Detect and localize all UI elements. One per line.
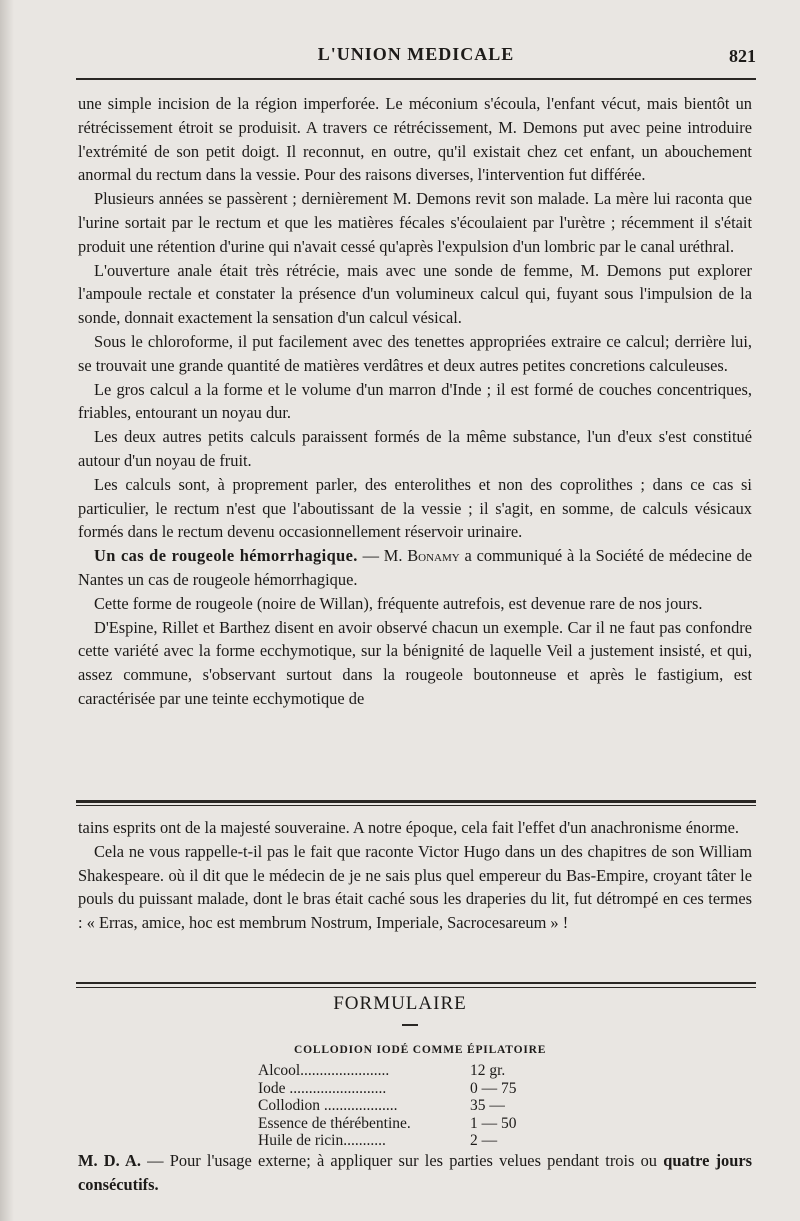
- ingredient-qty: 12 gr.: [470, 1062, 506, 1079]
- article-body: [78, 92, 752, 711]
- ingredient-name: Essence de thérébentine.: [258, 1114, 411, 1132]
- ingredient-name: Iode .........................: [258, 1079, 387, 1097]
- paragraph: Les calculs sont, à proprement parler, des enterolithes et non des coprolithes ; dans ce cas si particulier, le rectum n'est que l'aboutissant de la vessie ; il s'agit, en somme, de calculs vésicaux formés dans le rectum devenu occasionnellement réservoir urinaire.: [78, 474, 752, 542]
- paragraph: L'ouverture anale était très rétrécie, mais avec une sonde de femme, M. Demons put explorer l'ampoule rectale et constater la présence d'un volumineux calcul qui, fuyant sous l'impulsion de la sonde, donnait exactement la sensation d'un calcul vésical.: [78, 260, 752, 328]
- dash: — M.: [357, 546, 408, 566]
- ingredient-qty: 35 —: [470, 1097, 505, 1114]
- ingredient-qty: 0 — 75: [470, 1079, 517, 1097]
- formulaire-rule: [76, 982, 756, 984]
- table-row: [258, 1132, 560, 1150]
- ingredient-name: Huile de ricin...........: [258, 1132, 386, 1149]
- paragraph: Sous le chloroforme, il put facilement avec des tenettes appropriées extraire ce calcul; derrière lui, se trouvait une grande quantité de matières verdâtres et deux autres petites concretions calculeuses.: [78, 331, 752, 375]
- formulaire-title: FORMULAIRE: [333, 993, 467, 1014]
- paragraph: D'Espine, Rillet et Barthez disent en avoir observé chacun un exemple. Car il ne faut pas confondre cette variété avec la forme ecchymotique, sur la bénignité de laquelle Veil a justement insisté, et qui, assez commune, s'observant surtout dans la rougeole boutonneuse et après le fastigium, est caractérisée par une teinte ecchymotique de: [78, 617, 752, 708]
- table-row: [258, 1115, 560, 1133]
- section-paragraph: [78, 544, 752, 592]
- ingredient-name: Collodion ...................: [258, 1097, 398, 1114]
- feuilleton-body: [78, 816, 752, 935]
- note-bold: quatre jours consécutifs.: [78, 1151, 752, 1194]
- paragraph: une simple incision de la région imperforée. Le méconium s'écoula, l'enfant vécut, mais bientôt un rétrécissement étroit se produisit. A travers ce rétrécissement, M. Demons put avec peine introduire l'extrémité de son petit doigt. Il reconnut, en outre, qu'il existait chez cet enfant, un abouchement anormal du rectum dans la vessie. Pour des raisons diverses, l'intervention fut différée.: [78, 94, 752, 185]
- running-title: L'UNION MEDICALE: [317, 44, 515, 64]
- feuilleton-rule: [76, 800, 756, 803]
- section-heading: Un cas de rougeole hémorrhagique.: [94, 546, 358, 566]
- table-row: [258, 1097, 560, 1115]
- feuilleton-rule-thin: [76, 805, 756, 806]
- ingredient-qty: 1 — 50: [470, 1114, 517, 1132]
- paragraph: tains esprits ont de la majesté souveraine. A notre époque, cela fait l'effet d'un anachronisme énorme.: [78, 818, 740, 837]
- recipe-table: [258, 1062, 560, 1150]
- table-row: [258, 1062, 560, 1080]
- author-name: Bonamy: [407, 546, 460, 566]
- paragraph-text: a communiqué à la Société de médecine de Nantes un cas de rougeole hémorrhagique.: [78, 546, 752, 589]
- formulaire-rule-thin: [76, 987, 756, 988]
- paragraph: Plusieurs années se passèrent ; dernièrement M. Demons revit son malade. La mère lui raconta que l'urine sortait par le rectum et que les matières fécales s'écoulaient par l'urètre ; récemment il s'était produit une rétention d'urine qui n'avait cessé qu'après l'expulsion d'un lombric par le canal uréthral.: [78, 189, 752, 256]
- paragraph: Cette forme de rougeole (noire de Willan), fréquente autrefois, est devenue rare de nos jours.: [94, 593, 703, 613]
- ingredient-name: Alcool.......................: [258, 1062, 390, 1079]
- page-header: [76, 44, 756, 74]
- table-row: [258, 1080, 560, 1098]
- paragraph: Cela ne vous rappelle-t-il pas le fait que raconte Victor Hugo dans un des chapitres de son William Shakespeare. où il dit que le médecin de je ne sais plus quel empereur du Bas-Empire, croyant tâter le pouls du puissant malade, dont le bras était caché sous les draperies du lit, fut détrompé en ces termes : « Erras, amice, hoc est membrum Nostrum, Imperiale, Sacrocesareum » !: [78, 841, 752, 933]
- recipe-title: COLLODION IODÉ COMME ÉPILATOIRE: [294, 1044, 547, 1056]
- paragraph: Le gros calcul a la forme et le volume d'un marron d'Inde ; il est formé de couches concentriques, friables, entourant un noyau dur.: [78, 379, 752, 423]
- header-rule: [76, 78, 756, 80]
- title-dash: [402, 1024, 418, 1026]
- paragraph: Les deux autres petits calculs paraissent formés de la même substance, l'un d'eux s'est constitué autour d'un noyau de fruit.: [78, 427, 752, 470]
- usage-note: [78, 1149, 752, 1197]
- note-text: — Pour l'usage externe; à appliquer sur les parties velues pendant trois ou: [140, 1151, 664, 1170]
- page-number: 821: [729, 46, 756, 66]
- ingredient-qty: 2 —: [470, 1132, 498, 1149]
- note-lead: M. D. A.: [78, 1151, 141, 1170]
